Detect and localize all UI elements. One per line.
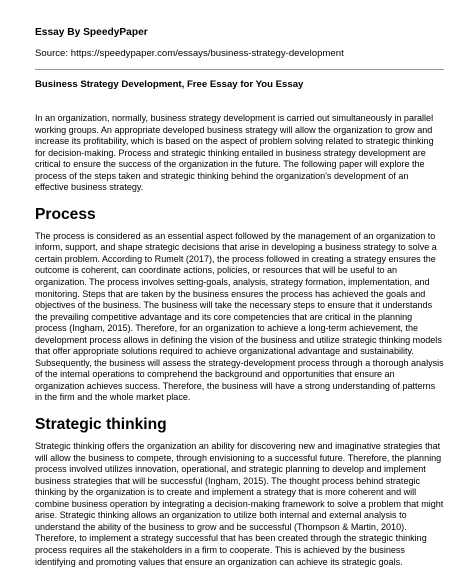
section-body-process: The process is considered as an essential aspect followed by the management of an organization to inform, support, and shape strategic decisions that arise in developing a business strategy to solve a certain problem. According to Rumelt (2017), the process followed in creating a strategy ensures the outcome is coherent, can coordinate actions, policies, or resources that will be useful to an organization. The process involves setting-goals, analysis, strategy formation, implementation, and monitoring. Steps that are taken by the business ensures the process has achieved the goals and objectives of the business. The business will take the necessary steps to ensure that it understands the prevailing competitive advantage and its core competencies that are critical in the planning process (Ingham, 2015). Therefore, for an organization to achieve a long-term achievement, the development process allows in defining the vision of the business and utilize strategic thinking models that offer appropriate solutions required to achieve organizational advantage and sustainability. Subsequently, the business will assess the strategy-development process through a thorough analysis of the internal operations to comprehend the background and opportunities that ensure an organization achieves success. Therefore, the business will have a strong understanding of patterns in the firm and the whole market place. (35, 230, 444, 403)
header-divider (35, 69, 444, 70)
brand-label: Essay By SpeedyPaper (35, 27, 148, 38)
source-line: Source: https://speedypaper.com/essays/business-strategy-development (35, 48, 344, 59)
section-heading-process: Process (35, 205, 96, 223)
section-heading-strategic-thinking: Strategic thinking (35, 416, 167, 434)
intro-paragraph: In an organization, normally, business strategy development is carried out simultaneously in parallel working groups. An appropriate developed business strategy will allow the organization to grow and increase its profitability, which is based on the aspect of problem solving related to strategic thinking for decision-making. Process and strategic thinking entailed in business strategy development are critical to ensure the success of the organization in the future. The following paper will explore the process of the steps taken and strategic thinking behind the organization's development of an effective business strategy. (35, 113, 434, 193)
document-title: Business Strategy Development, Free Essay for You Essay (35, 79, 304, 90)
section-body-strategic-thinking: Strategic thinking offers the organization an ability for discovering new and imaginative strategies that will allow the business to compete, through envisioning to a successful future. Therefore, the planning process involved utilizes innovation, operational, and strategic planning to develop and implement business strategies that will be successful (Ingham, 2015). The thought process behind strategic thinking by the organization is to create and implement a strategy that is more coherent and will combine business operation by integrating a decision-making framework to solve a problem that might arise. Strategic thinking allows an organization to utilize both internal and external analysis to understand the ability of the business to grow and be successful (Thompson & Martin, 2010). Therefore, to implement a strategy successful that has been created through the strategic thinking process requires all the stakeholders in a firm to cooperate. This is achieved by the business identifying and promoting values that ensure an organization can achieve its strategic goals. (35, 441, 444, 567)
